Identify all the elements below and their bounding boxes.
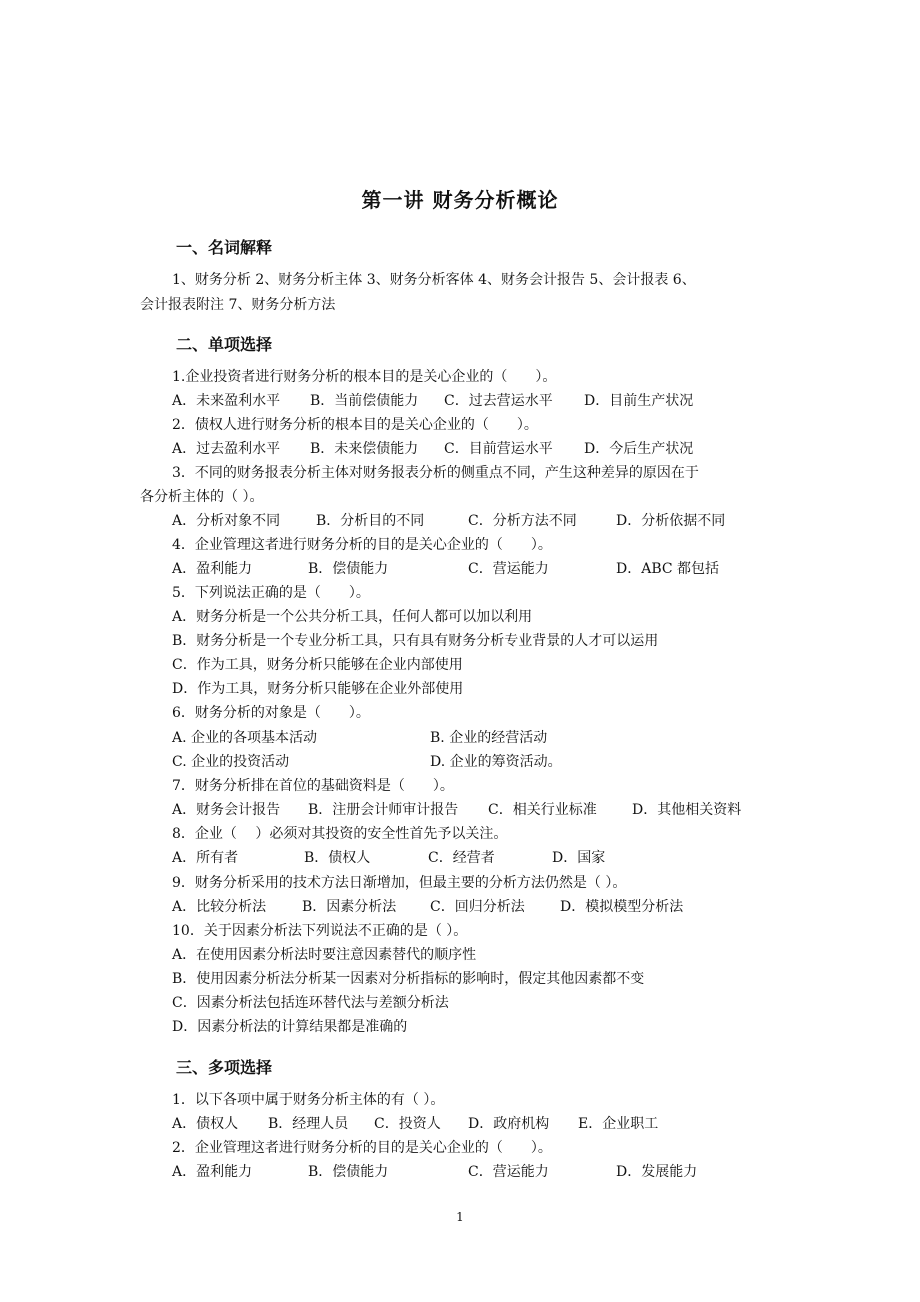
option: D. 企业的筹资活动。: [430, 754, 562, 770]
option: A．债权人: [172, 1116, 239, 1132]
option: D．分析依据不同: [616, 513, 726, 529]
option: D．其他相关资料: [632, 802, 742, 818]
question-text: 3．不同的财务报表分析主体对财务报表分析的侧重点不同，产生这种差异的原因在于: [172, 465, 699, 481]
option: A．所有者: [172, 850, 239, 866]
option: A．盈利能力: [172, 1164, 253, 1180]
option: A．盈利能力: [172, 561, 253, 577]
option: A．未来盈利水平: [172, 393, 281, 409]
option: C. 企业的投资活动: [172, 754, 290, 770]
option: D．今后生产状况: [584, 441, 694, 457]
option: A．财务会计报告: [172, 802, 281, 818]
option: B．经理人员: [268, 1116, 349, 1132]
option: C．目前营运水平: [444, 441, 553, 457]
terms-line: 1、财务分析 2、财务分析主体 3、财务分析客体 4、财务会计报告 5、会计报表 6、: [172, 272, 696, 288]
option: A．在使用因素分析法时要注意因素替代的顺序性: [172, 947, 477, 963]
option: C．经营者: [428, 850, 495, 866]
option: C．作为工具，财务分析只能够在企业内部使用: [172, 657, 463, 673]
option: C．营运能力: [468, 1164, 549, 1180]
option: C．分析方法不同: [468, 513, 577, 529]
option: B．偿债能力: [308, 561, 389, 577]
option: C．相关行业标准: [488, 802, 597, 818]
option: D．发展能力: [616, 1164, 698, 1180]
option: D．因素分析法的计算结果都是准确的: [172, 1019, 408, 1035]
option: D．作为工具，财务分析只能够在企业外部使用: [172, 681, 464, 697]
question-text: 6．财务分析的对象是（ ）。: [172, 705, 370, 721]
option: A．财务分析是一个公共分析工具，任何人都可以加以利用: [172, 609, 533, 625]
question-text: 5．下列说法正确的是（ ）。: [172, 585, 370, 601]
question-text: 7．财务分析排在首位的基础资料是（ ）。: [172, 778, 454, 794]
option: C．回归分析法: [430, 899, 525, 915]
option: D．模拟模型分析法: [560, 899, 684, 915]
page-title: 第一讲 财务分析概论: [361, 188, 559, 212]
question-text: 8．企业（ ）必须对其投资的安全性首先予以关注。: [172, 826, 508, 842]
question-text: 10．关于因素分析法下列说法不正确的是（ ）。: [172, 923, 468, 939]
option: B．注册会计师审计报告: [308, 802, 459, 818]
option: B．因素分析法: [302, 899, 397, 915]
option: D．目前生产状况: [584, 393, 694, 409]
option: D．国家: [552, 850, 606, 866]
question-text: 1．以下各项中属于财务分析主体的有（ ）。: [172, 1092, 445, 1108]
option: B．分析目的不同: [316, 513, 425, 529]
option: D．政府机构: [468, 1116, 550, 1132]
question-text: 4．企业管理这者进行财务分析的目的是关心企业的（ ）。: [172, 537, 552, 553]
option: A．比较分析法: [172, 899, 267, 915]
option: B．偿债能力: [308, 1164, 389, 1180]
option: C．因素分析法包括连环替代法与差额分析法: [172, 995, 449, 1011]
option: A．分析对象不同: [172, 513, 281, 529]
page-number: 1: [456, 1210, 464, 1224]
option: C．过去营运水平: [444, 393, 553, 409]
option: C．营运能力: [468, 561, 549, 577]
option: B. 企业的经营活动: [430, 730, 548, 746]
question-text: 2．债权人进行财务分析的根本目的是关心企业的（ ）。: [172, 417, 538, 433]
option: E．企业职工: [578, 1116, 659, 1132]
option: B．债权人: [304, 850, 371, 866]
terms-line: 会计报表附注 7、财务分析方法: [140, 297, 336, 313]
section-heading-single: 二、单项选择: [176, 335, 273, 354]
section-heading-terms: 一、名词解释: [176, 238, 273, 257]
option: D．ABC 都包括: [616, 561, 720, 577]
option: B．财务分析是一个专业分析工具，只有具有财务分析专业背景的人才可以运用: [172, 633, 659, 649]
option: B．当前偿债能力: [310, 393, 419, 409]
section-heading-multi: 三、多项选择: [176, 1058, 273, 1077]
question-text: 1.企业投资者进行财务分析的根本目的是关心企业的（ ）。: [172, 369, 557, 385]
option: A. 企业的各项基本活动: [172, 730, 318, 746]
question-text: 2．企业管理这者进行财务分析的目的是关心企业的（ ）。: [172, 1140, 552, 1156]
option: C．投资人: [374, 1116, 441, 1132]
question-text: 各分析主体的（ ）。: [140, 489, 264, 505]
question-text: 9．财务分析采用的技术方法日渐增加，但最主要的分析方法仍然是（ ）。: [172, 875, 627, 891]
option: A．过去盈利水平: [172, 441, 281, 457]
option: B．使用因素分析法分析某一因素对分析指标的影响时，假定其他因素都不变: [172, 971, 645, 987]
option: B．未来偿债能力: [310, 441, 419, 457]
